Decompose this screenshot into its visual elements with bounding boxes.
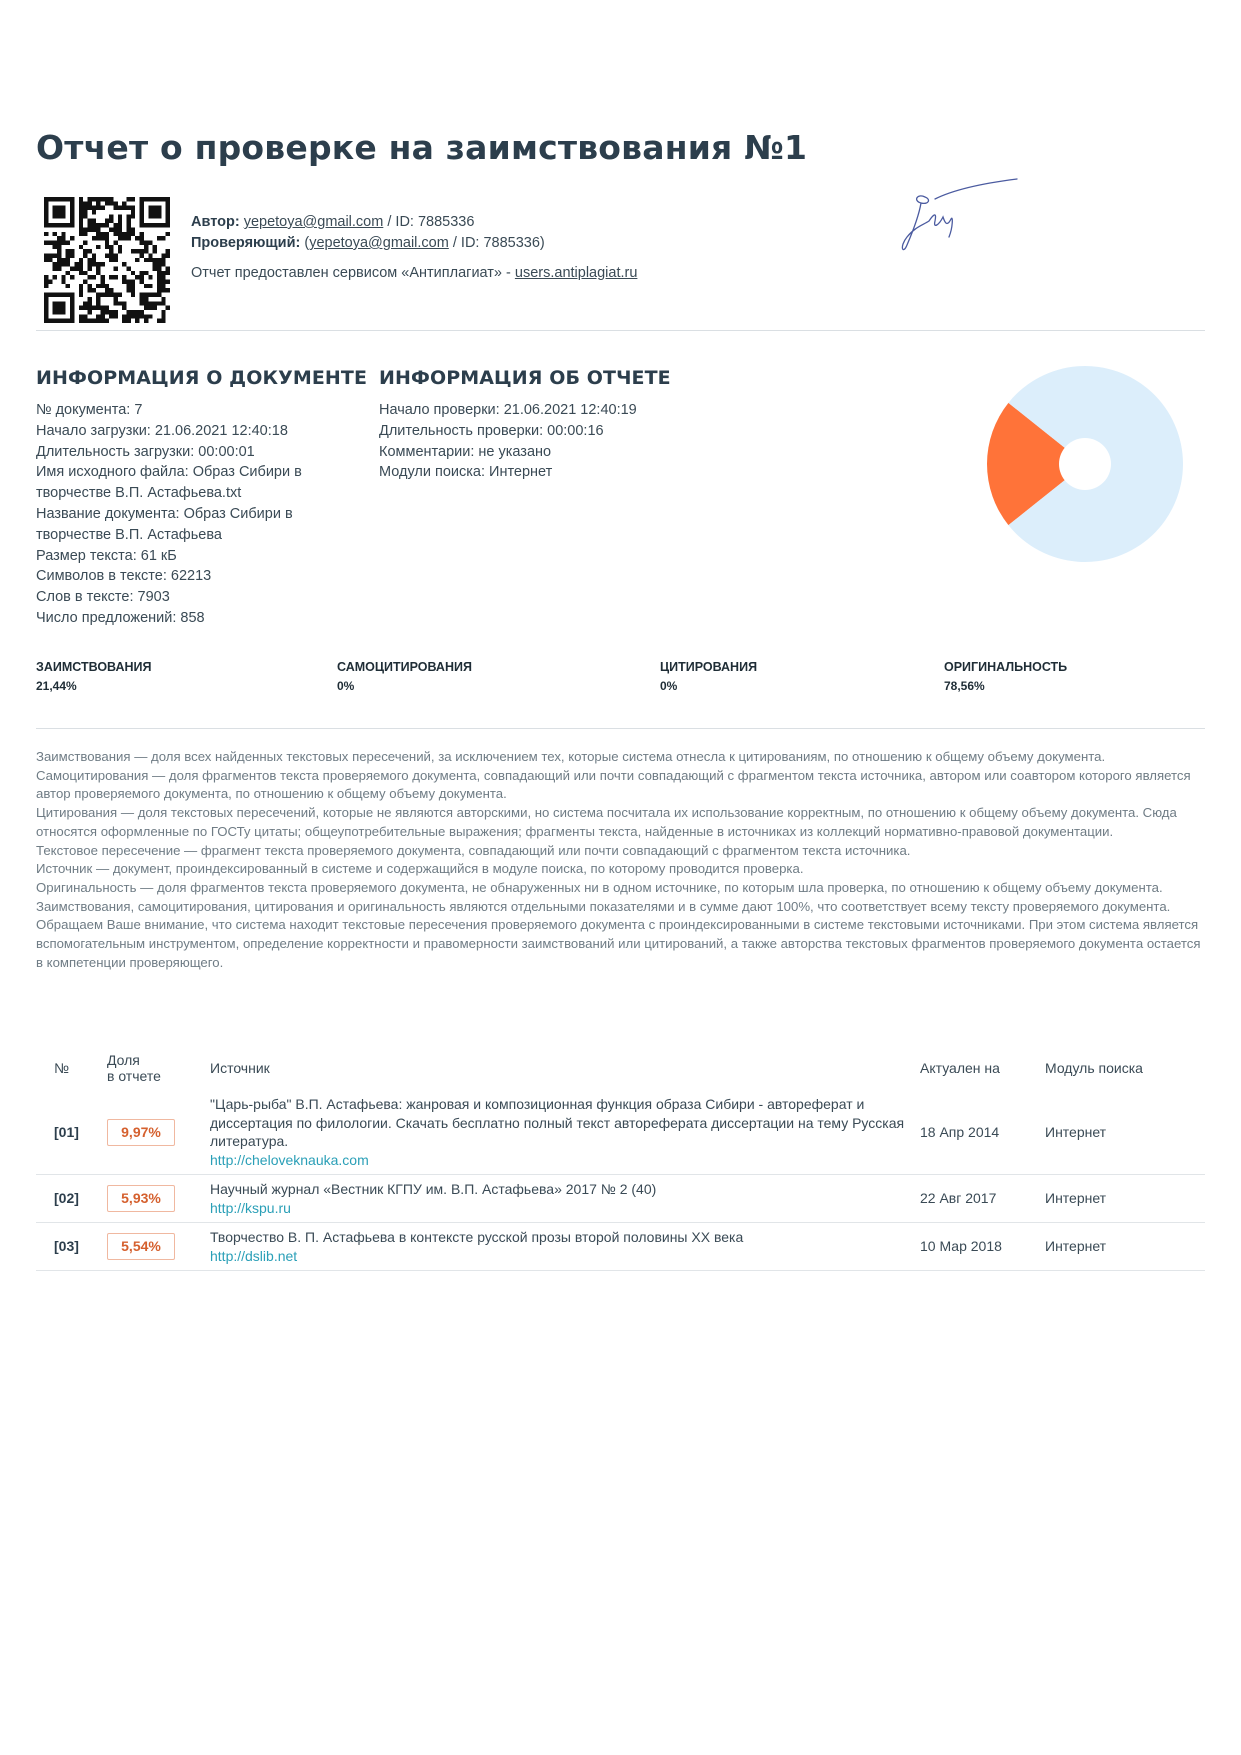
stat-value: 21,44%: [36, 679, 77, 693]
stat-label: ЦИТИРОВАНИЯ: [660, 660, 758, 674]
source-link[interactable]: http://cheloveknauka.com: [210, 1151, 369, 1168]
reviewer-email-link[interactable]: yepetoya@gmail.com: [309, 235, 449, 251]
stat-citations: [660, 660, 757, 693]
stat-value: 0%: [660, 679, 678, 693]
source-share-badge: 5,54%: [107, 1233, 175, 1260]
source-module: Интернет: [1045, 1223, 1205, 1271]
signature-image: [895, 175, 1020, 265]
definition-paragraph: Самоцитирования — доля фрагментов текста проверяемого документа, совпадающий или почти совпадающий с фрагментом текста источника, автором или соавтором которого является автор проверяемого документа, по отношению к общему объему документа.: [36, 767, 1191, 802]
definition-paragraph: Оригинальность — доля фрагментов текста проверяемого документа, не обнаруженных ни в одном источнике, по которым шла проверка, по отношению к общему объему документа.: [36, 879, 1163, 895]
definition-paragraph: Цитирования — доля текстовых пересечений, которые не являются авторскими, но система посчитала их использование корректным, по отношению к общему объему документа. Сюда относятся оформленные по ГОСТу цитаты; общеупотребительные выражения; фрагменты текста, найденные в источниках из коллекций нормативно-правовой документации.: [36, 805, 1177, 839]
qr-code-image: [44, 197, 170, 323]
author-line: [191, 212, 637, 233]
service-link[interactable]: users.antiplagiat.ru: [514, 265, 638, 281]
report-info-list: [379, 400, 637, 483]
definition-paragraph: Заимствования, самоцитирования, цитирования и оригинальность являются отдельными показателями и в сумме дают 100%, что соответствует всему тексту проверяемого документа.: [36, 898, 1171, 914]
sources-table: [36, 1052, 1205, 1271]
stat-label: ЗАИМСТВОВАНИЯ: [36, 660, 152, 674]
source-date: 22 Авг 2017: [920, 1175, 1045, 1223]
definition-paragraph: Заимствования — доля всех найденных текстовых пересечений, за исключением тех, которые система отнесла к цитированиям, по отношению к общему объему документа.: [36, 749, 1106, 764]
source-date: 18 Апр 2014: [920, 1090, 1045, 1175]
definition-paragraph: Текстовое пересечение — фрагмент текста проверяемого документа, совпадающий или почти совпадающий с фрагментом текста источника.: [36, 842, 911, 858]
stat-borrowings: [36, 660, 151, 693]
source-title: Творчество В. П. Астафьева в контексте русской прозы второй половины XX века: [210, 1229, 744, 1245]
report-info-row: Комментарии: не указано: [379, 443, 552, 460]
author-label: Автор:: [191, 214, 240, 230]
stat-label: САМОЦИТИРОВАНИЯ: [337, 660, 472, 674]
reviewer-id: / ID: 7885336): [448, 235, 545, 251]
report-info-row: Длительность проверки: 00:00:16: [379, 422, 604, 439]
source-module: Интернет: [1045, 1090, 1205, 1175]
report-info-row: Начало проверки: 21.06.2021 12:40:19: [379, 402, 637, 418]
service-text: Отчет предоставлен сервисом «Антиплагиат» -: [191, 265, 515, 281]
originality-pie-chart: [985, 364, 1185, 564]
source-title: Научный журнал «Вестник КГПУ им. В.П. Астафьева» 2017 № 2 (40): [210, 1181, 657, 1197]
stat-value: 78,56%: [944, 679, 985, 693]
reviewer-line: [191, 233, 637, 254]
doc-info-row: Символов в тексте: 62213: [36, 568, 212, 585]
col-header-share-line1: Доля: [107, 1052, 140, 1068]
col-header-share-line2: в отчете: [107, 1068, 161, 1084]
col-header-num: №: [54, 1060, 70, 1076]
doc-info-row: Число предложений: 858: [36, 609, 205, 626]
reviewer-open: (: [300, 235, 310, 251]
source-share-badge: 9,97%: [107, 1119, 175, 1146]
doc-info-row: Размер текста: 61 кБ: [36, 547, 177, 564]
report-info-heading: ИНФОРМАЦИЯ ОБ ОТЧЕТЕ: [379, 367, 671, 389]
author-id: / ID: 7885336: [383, 214, 475, 230]
source-module: Интернет: [1045, 1175, 1205, 1223]
doc-info-row: Длительность загрузки: 00:00:01: [36, 443, 255, 460]
doc-info-row: № документа: 7: [36, 402, 143, 418]
service-line: [191, 263, 637, 284]
doc-info-row: Слов в тексте: 7903: [36, 589, 170, 606]
source-row[interactable]: [36, 1090, 1205, 1175]
report-title: Отчет о проверке на заимствования №1: [36, 128, 808, 167]
source-num: [02]: [36, 1175, 107, 1223]
sources-header-row: [36, 1052, 1205, 1090]
col-header-date: Актуален на: [920, 1060, 1000, 1076]
source-row[interactable]: [36, 1175, 1205, 1223]
header-divider: [36, 330, 1205, 331]
source-title: "Царь-рыба" В.П. Астафьева: жанровая и композиционная функция образа Сибири - автореферат и диссертация по филологии. Скачать бесплатно полный текст автореферата диссертации на тему Русская литература.: [210, 1096, 905, 1149]
doc-info-heading: ИНФОРМАЦИЯ О ДОКУМЕНТЕ: [36, 367, 368, 389]
source-row[interactable]: [36, 1223, 1205, 1271]
stat-value: 0%: [337, 679, 355, 693]
stat-label: ОРИГИНАЛЬНОСТЬ: [944, 660, 1068, 674]
source-link[interactable]: http://dslib.net: [210, 1247, 298, 1264]
stat-originality: [944, 660, 1067, 693]
col-header-source: Источник: [210, 1060, 270, 1076]
source-link[interactable]: http://kspu.ru: [210, 1199, 291, 1216]
source-date: 10 Мар 2018: [920, 1223, 1045, 1271]
doc-info-row: Имя исходного файла: Образ Сибири в творчестве В.П. Астафьева.txt: [36, 464, 302, 502]
doc-info-list: [36, 400, 341, 629]
stat-self-citations: [337, 660, 472, 693]
definition-paragraph: Источник — документ, проиндексированный в системе и содержащийся в модуле поиска, по которому проводится проверка.: [36, 861, 804, 877]
reviewer-label: Проверяющий:: [191, 235, 301, 251]
col-header-share: [107, 1052, 210, 1090]
source-num: [01]: [36, 1090, 107, 1175]
definitions-block: [36, 748, 1211, 972]
pie-center-hole: [1059, 438, 1111, 490]
source-share-badge: 5,93%: [107, 1185, 175, 1212]
report-info-row: Модули поиска: Интернет: [379, 464, 553, 481]
stats-divider: [36, 728, 1205, 729]
source-num: [03]: [36, 1223, 107, 1271]
doc-info-row: Название документа: Образ Сибири в творчестве В.П. Астафьева: [36, 505, 293, 543]
definition-paragraph: Обращаем Ваше внимание, что система находит текстовые пересечения проверяемого документа с проиндексированными в системе текстовыми источниками. При этом система является вспомогательным инструментом, определение корректности и правомерности заимствований или цитирований, а также авторства текстовых фрагментов проверяемого документа остается в компетенции проверяющего.: [36, 917, 1201, 970]
report-meta: [191, 212, 637, 284]
doc-info-row: Начало загрузки: 21.06.2021 12:40:18: [36, 422, 288, 439]
author-email-link[interactable]: yepetoya@gmail.com: [243, 214, 384, 230]
col-header-module: Модуль поиска: [1045, 1060, 1143, 1076]
